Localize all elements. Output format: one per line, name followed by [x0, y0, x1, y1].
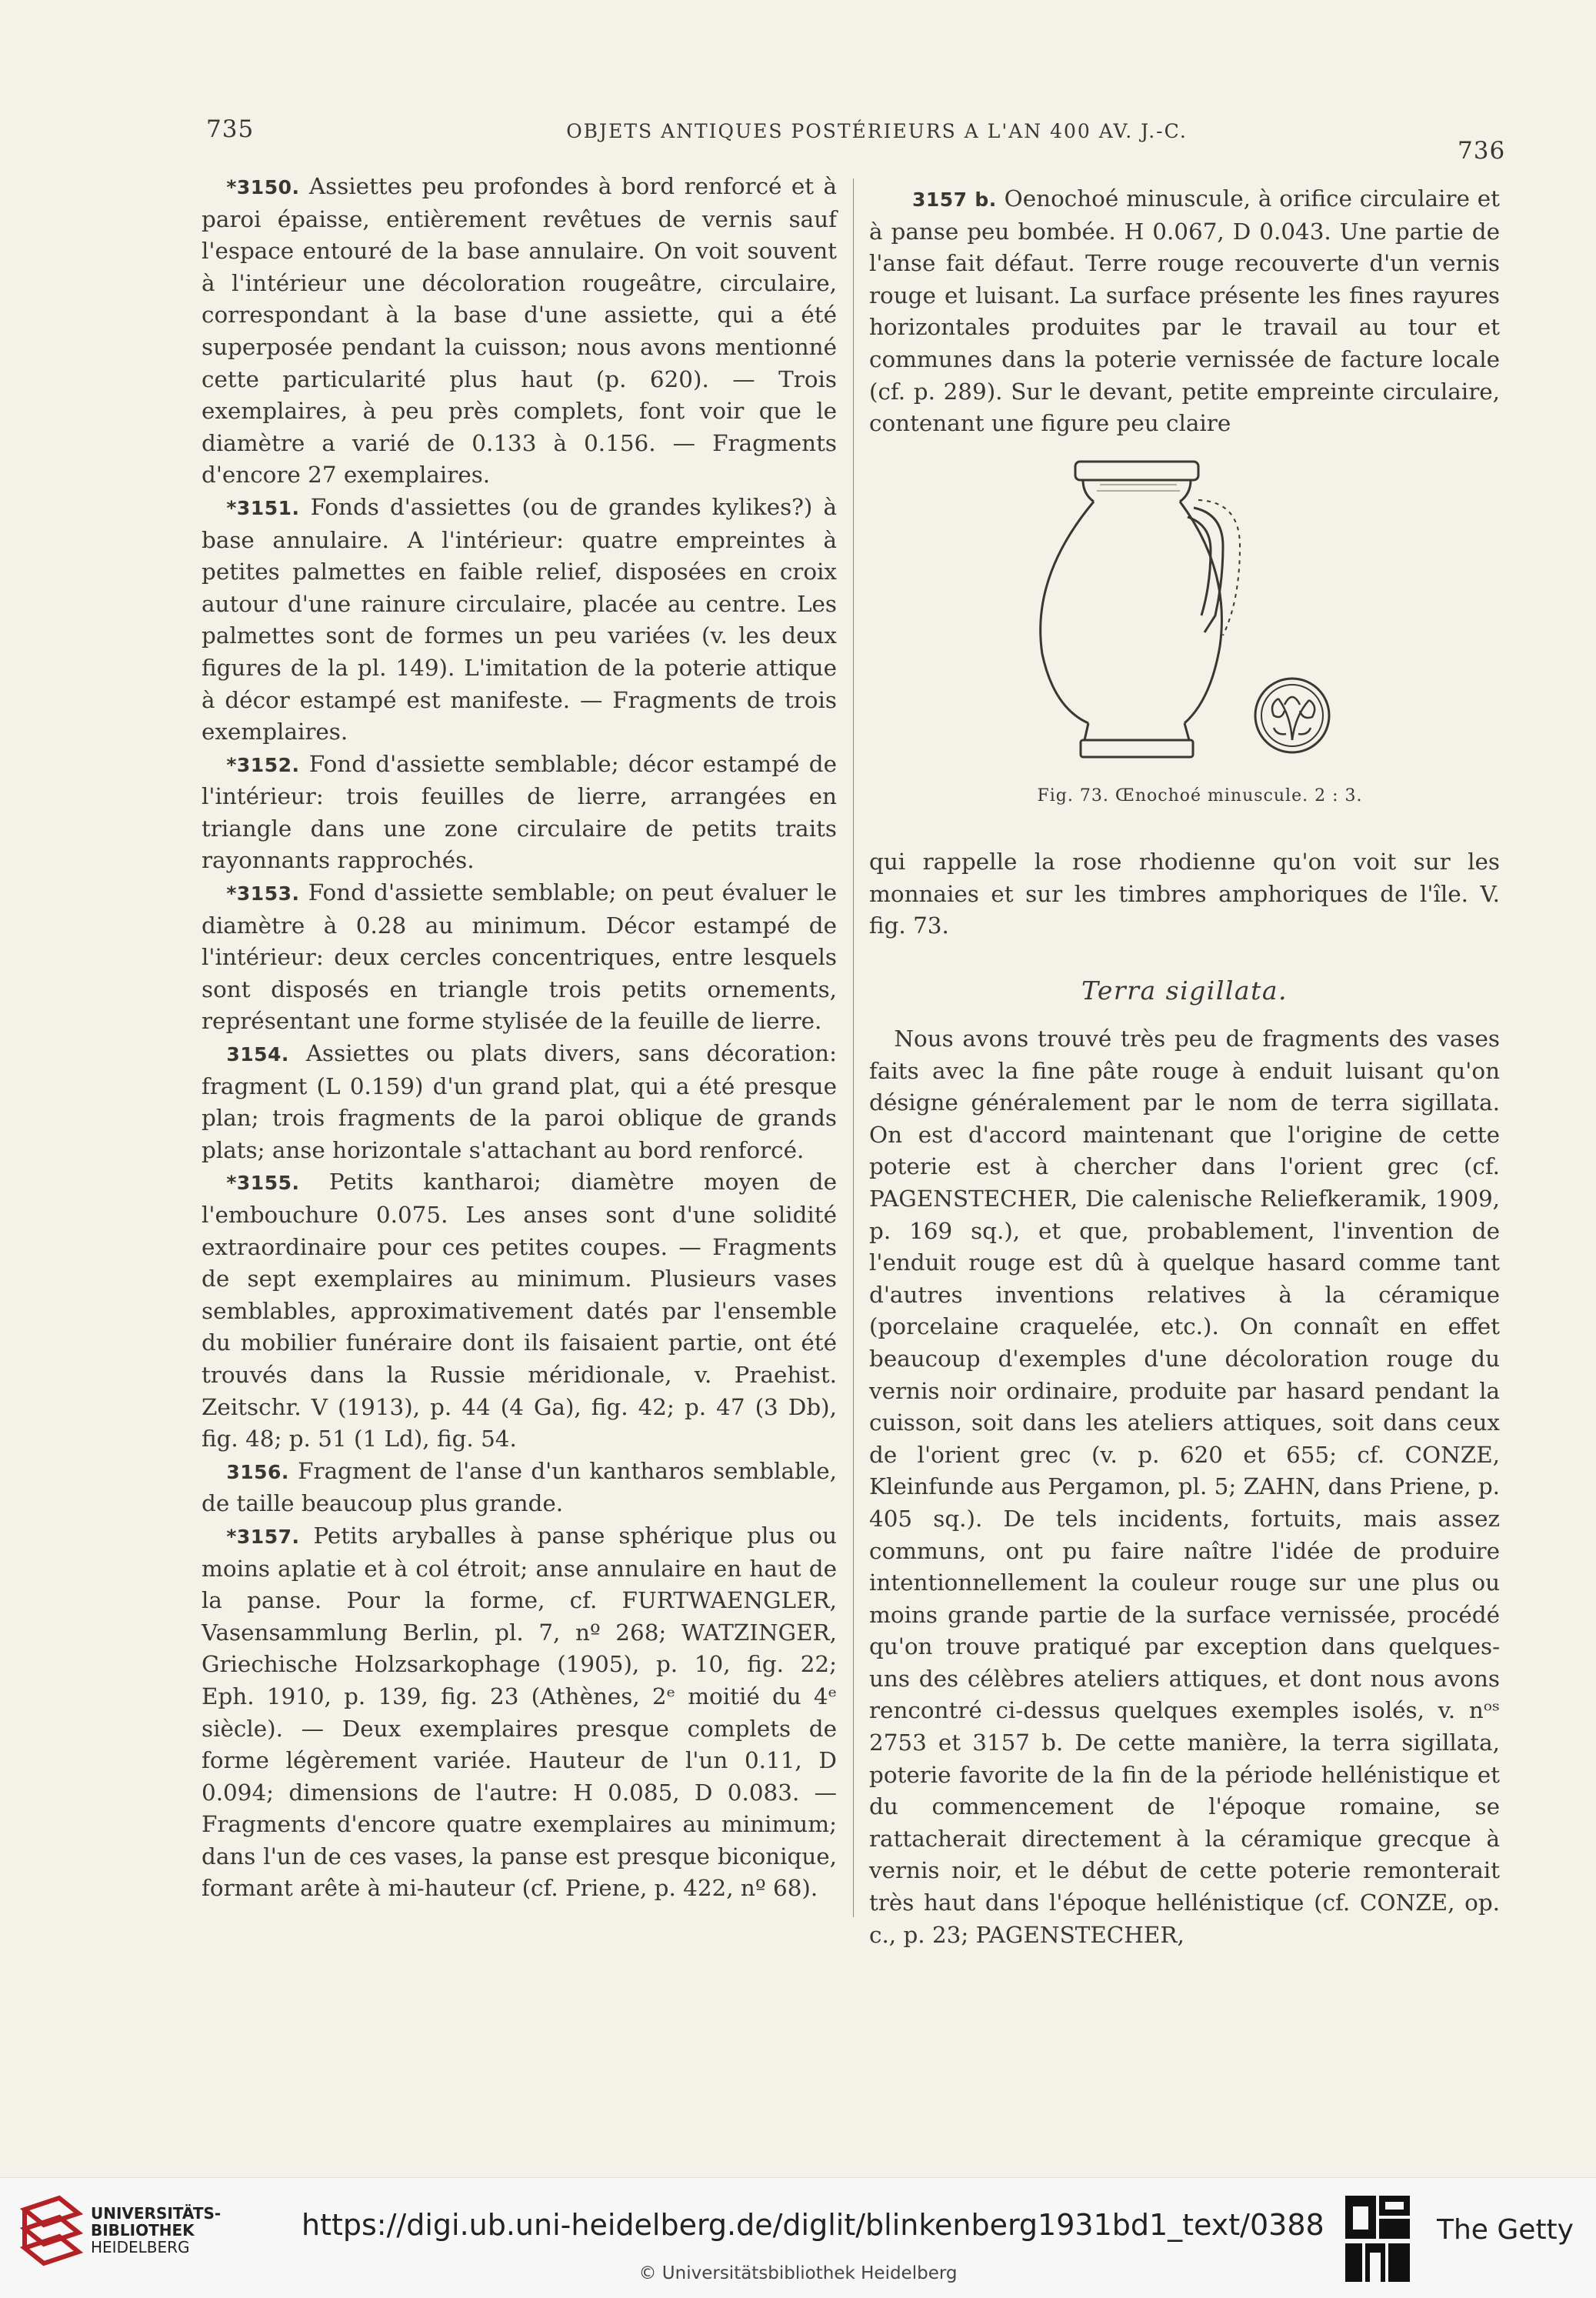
- library-name: UNIVERSITÄTS- BIBLIOTHEK HEIDELBERG: [91, 2204, 222, 2256]
- figure-caption: Fig. 73. Œnochoé minuscule. 2 : 3.: [1037, 786, 1363, 805]
- page-number-left: 735: [206, 115, 255, 143]
- university-library-logo-icon: [17, 2194, 86, 2271]
- entry-3152: *3152. Fond d'assiette semblable; décor estampé de l'intérieur: trois feuilles de lierre, arrangées en triangle dans une zone circulaire de petits traits rayonnants rapprochés.: [202, 750, 837, 874]
- page-number-right: 736: [1458, 137, 1506, 165]
- permalink-url[interactable]: https://digi.ub.uni-heidelberg.de/diglit/blinkenberg1931bd1_text/0388: [302, 2208, 1324, 2242]
- figure-followup-text: qui rappelle la rose rhodienne qu'on voit sur les monnaies et sur les timbres amphoriques de l'île. V. fig. 73.: [869, 849, 1500, 939]
- oenochoe-drawing-icon: [992, 454, 1361, 785]
- right-column-after-figure: [869, 846, 1500, 942]
- entry-3153: *3153. Fond d'assiette semblable; on peut évaluer le diamètre à 0.28 au minimum. Décor estampé de l'intérieur: deux cercles concentriques, entre lesquels sont disposés en triangle trois petits ornements, représentant une forme stylisée de la feuille de lierre.: [202, 879, 837, 1035]
- column-divider: [853, 178, 854, 1917]
- entry-3157: *3157. Petits aryballes à panse sphérique plus ou moins aplatie et à col étroit; anse annulaire en haut de la panse. Pour la forme, cf. FURTWAENGLER, Vasensammlung Berlin, pl. 7, nº 268; WATZINGER, Griechische Holzsarkophage (1905), p. 10, fig. 22; Eph. 1910, p. 139, fig. 23 (Athènes, 2ᵉ moitié du 4ᵉ siècle). — Deux exemplaires presque complets de forme légèrement variée. Hauteur de l'un 0.11, D 0.094; dimensions de l'autre: H 0.085, D 0.083. — Fragments d'encore quatre exemplaires au minimum; dans l'un de ces vases, la panse est presque biconique, formant arête à mi-hauteur (cf. Priene, p. 422, nº 68).: [202, 1522, 837, 1902]
- terra-sigillata-paragraph: Nous avons trouvé très peu de fragments des vases faits avec la fine pâte rouge à enduit luisant qu'on désigne généralement par le nom de terra sigillata. On est d'accord maintenant que l'origine de cette poterie est à chercher dans l'orient grec (cf. PAGENSTECHER, Die calenische Reliefkeramik, 1909, p. 169 sq.), et que, probablement, l'invention de l'enduit rouge est dû à quelque hasard comme tant d'autres inventions relatives à la céramique (porcelaine craquelée, etc.). On connaît en effet beaucoup d'exemples d'une décoloration rouge du vernis noir ordinaire, produite par hasard pendant la cuisson, soit dans les ateliers attiques, soit dans ceux de l'orient grec (v. p. 620 et 655; cf. CONZE, Kleinfunde aus Pergamon, pl. 5; ZAHN, dans Priene, p. 405 sq.). De tels incidents, fortuits, mais assez communs, ont pu faire naître l'idée de produire intentionnellement la couleur rouge sur une plus ou moins grande partie de la surface vernissée, procédé qu'on trouve pratiqué par exception dans quelques-uns des célèbres ateliers attiques, et dont nous avons rencontré ci-dessus quelques exemples isolés, v. nᵒˢ 2753 et 3157 b. De cette manière, la terra sigillata, poterie favorite de la fin de la période hellénistique et du commencement de l'époque romaine, se rattacherait directement à la céramique grecque à vernis noir, et le début de cette poterie remonterait très haut dans l'époque hellénistique (cf. CONZE, op. c., p. 23; PAGENSTECHER,: [869, 1026, 1500, 1948]
- entry-3155: *3155. Petits kantharoi; diamètre moyen de l'embouchure 0.075. Les anses sont d'une solidité extraordinaire pour ces petites coupes. — Fragments de sept exemplaires au minimum. Plusieurs vases semblables, approximativement datés par l'ensemble du mobilier funéraire dont ils faisaient partie, ont été trouvés dans la Russie méridionale, v. Praehist. Zeitschr. V (1913), p. 44 (4 Ga), fig. 42; p. 47 (3 Db), fig. 48; p. 51 (1 Ld), fig. 54.: [202, 1169, 837, 1453]
- copyright-notice: © Universitätsbibliothek Heidelberg: [638, 2263, 958, 2283]
- right-column-section: [869, 1023, 1500, 1951]
- section-title: Terra sigillata.: [1081, 976, 1288, 1006]
- entry-3157b: 3157 b. Oenochoé minuscule, à orifice circulaire et à panse peu bombée. H 0.067, D 0.043. Une partie de l'anse fait défaut. Terre rouge recouverte d'un vernis rouge et luisant. La surface présente les fines rayures horizontales produites par le travail au tour et communes dans la poterie vernissée de facture locale (cf. p. 289). Sur le devant, petite empreinte circulaire, contenant une figure peu claire: [869, 185, 1500, 437]
- entry-3156: 3156. Fragment de l'anse d'un kantharos semblable, de taille beaucoup plus grande.: [202, 1457, 837, 1517]
- getty-name: The Getty: [1437, 2214, 1574, 2246]
- entry-3154: 3154. Assiettes ou plats divers, sans décoration: fragment (L 0.159) d'un grand plat, qui a été presque plan; trois fragments de la paroi oblique de grands plats; anse horizontale s'attachant au bord renforcé.: [202, 1040, 837, 1163]
- running-title: OBJETS ANTIQUES POSTÉRIEURS A L'AN 400 AV. J.-C.: [566, 120, 1188, 142]
- left-column: [202, 171, 837, 1905]
- entry-3151: *3151. Fonds d'assiettes (ou de grandes kylikes?) à base annulaire. A l'intérieur: quatre empreintes à petites palmettes en faible relief, disposées en croix autour d'une rainure circulaire, placée au centre. Les palmettes sont de formes un peu variées (v. les deux figures de la pl. 149). L'imitation de la poterie attique à décor estampé est manifeste. — Fragments de trois exemplaires.: [202, 493, 837, 745]
- right-column-top: [869, 183, 1500, 440]
- oenochoe-figure: [992, 454, 1361, 785]
- entry-3150: *3150. Assiettes peu profondes à bord renforcé et à paroi épaisse, entièrement revêtues de vernis sauf l'espace entouré de la base annulaire. On voit souvent à l'intérieur une décoloration rougeâtre, circulaire, correspondant à la base d'une assiette, qui a été superposée pendant la cuisson; nous avons mentionné cette particularité plus haut (p. 620). — Trois exemplaires, à peu près complets, font voir que le diamètre a varié de 0.133 à 0.156. — Fragments d'encore 27 exemplaires.: [202, 173, 837, 489]
- getty-logo-icon: [1342, 2193, 1413, 2286]
